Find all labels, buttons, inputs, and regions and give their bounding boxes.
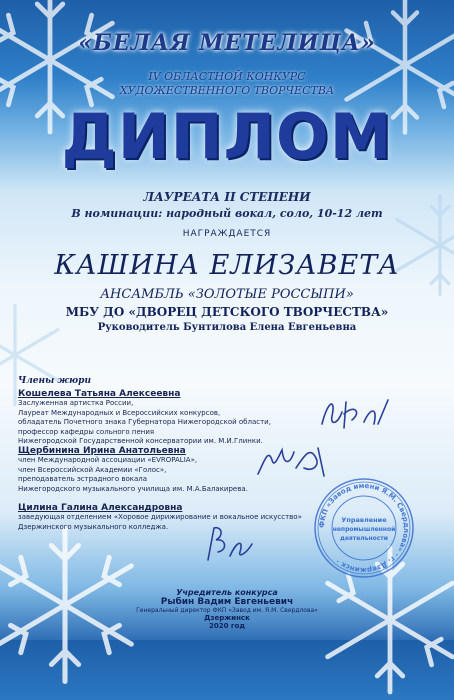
leader-line: Руководитель Бунтилова Елена Евгеньевна <box>0 322 454 333</box>
founder-city: Дзержинск <box>0 614 454 622</box>
stamp-inner-line-1: Управление <box>341 516 387 524</box>
recipient-name: КАШИНА ЕЛИЗАВЕТА <box>0 250 454 281</box>
official-stamp <box>312 476 416 580</box>
stamp-inner-line-2: непромышленной <box>333 526 396 533</box>
jury-member-name: Щербинина Ирина Анатольевна <box>18 446 308 456</box>
festival-title: «БЕЛАЯ МЕТЕЛИЦА» <box>0 30 454 56</box>
founder-heading: Учредитель конкурса <box>0 588 454 597</box>
jury-member-credential: член Международной ассоциации «EVROPALIA», <box>18 456 308 466</box>
jury-member-credential: Нижегородского музыкального училища им. М.А.Балакирева. <box>18 485 308 495</box>
stamp-inner-line-3: деятельности <box>340 535 388 542</box>
jury-member-name: Цилина Галина Александровна <box>18 503 308 513</box>
stamp-outer-text: ФКП «Завод имени Я.М. Свердлова» · г. Дзержинск · <box>318 482 410 574</box>
jury-member-credential: профессор кафедры сольного пения <box>18 428 308 438</box>
founder-position: Генеральный директор ФКП «Завод им. Я.М. Свердлова» <box>0 607 454 614</box>
jury-member-credential: заведующая отделением «Хоровое дирижирование и вокальное искусство» <box>18 513 308 523</box>
jury-member <box>18 503 308 532</box>
document-title: ДИПЛОМ <box>0 100 454 173</box>
jury-heading: Члены жюри <box>18 376 91 386</box>
ensemble-name: АНСАМБЛЬ «ЗОЛОТЫЕ РОССЫПИ» <box>0 287 454 302</box>
laureate-degree: ЛАУРЕАТА II СТЕПЕНИ <box>0 190 454 204</box>
signature-koshelova <box>318 394 398 434</box>
jury-member-credential: преподаватель эстрадного вокала <box>18 475 308 485</box>
jury-member-credential: член Всероссийской Академии «Голос», <box>18 466 308 476</box>
jury-member-credential: Заслуженная артистка России, <box>18 399 308 409</box>
contest-line-1: IV ОБЛАСТНОЙ КОНКУРС <box>0 70 454 83</box>
jury-member-credential: Дзержинского музыкального колледжа. <box>18 523 308 533</box>
jury-member-credential: обладатель Почетного знака Губернатора Нижегородской области, <box>18 418 308 428</box>
nomination: В номинации: народный вокал, соло, 10-12 лет <box>0 207 454 220</box>
contest-line-2: ХУДОЖЕСТВЕННОГО ТВОРЧЕСТВА <box>0 84 454 97</box>
founder-year: 2020 год <box>0 622 454 630</box>
jury-member-credential: Лауреат Международных и Всероссийских конкурсов, <box>18 409 308 419</box>
organization-name: МБУ ДО «ДВОРЕЦ ДЕТСКОГО ТВОРЧЕСТВА» <box>0 305 454 319</box>
jury-member-name: Кошелева Татьяна Алексеевна <box>18 389 308 399</box>
founder-name: Рыбин Вадим Евгеньевич <box>0 597 454 607</box>
awarded-label: НАГРАЖДАЕТСЯ <box>0 229 454 239</box>
founder-block <box>0 588 454 630</box>
signature-tsilina <box>200 522 260 566</box>
jury-member-credential: Нижегородской Государственной консерватории им. М.И.Глинки. <box>18 437 308 447</box>
